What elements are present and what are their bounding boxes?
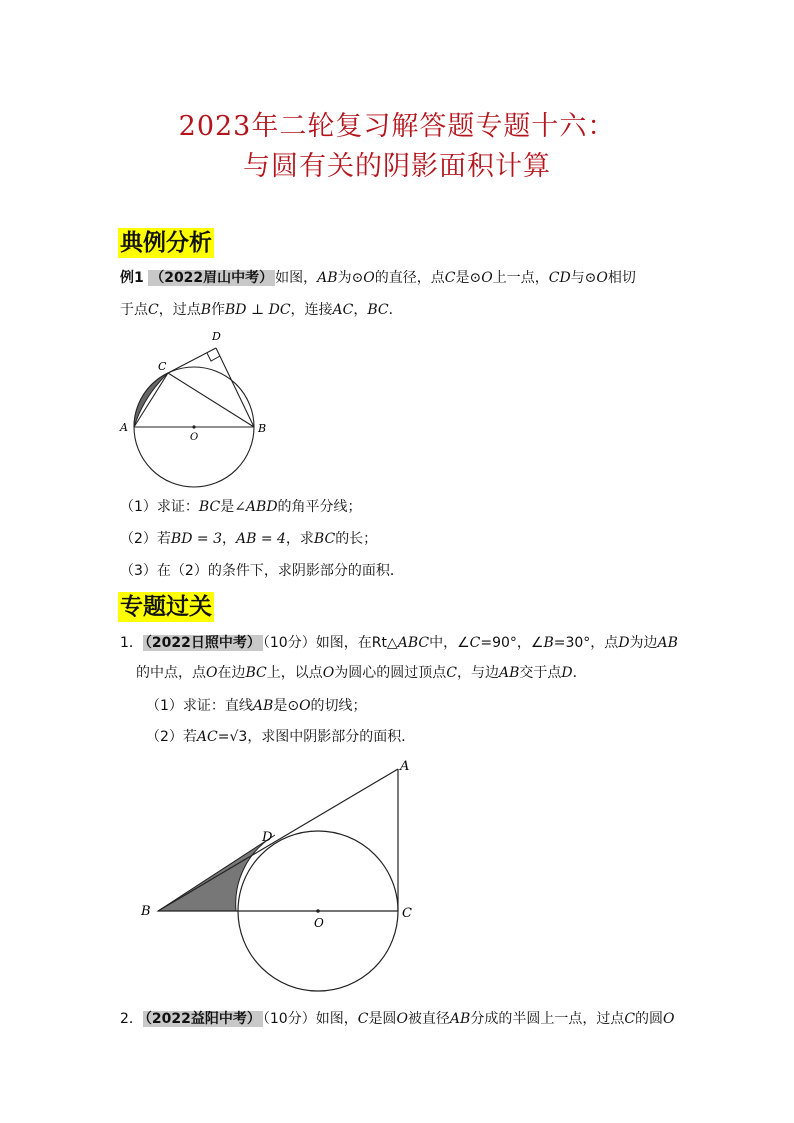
- text: （2）若: [146, 729, 197, 745]
- text: ，求: [285, 531, 314, 547]
- segment-ac: [134, 373, 168, 427]
- title-line-2: 与圆有关的阴影面积计算: [243, 151, 551, 182]
- math: O: [322, 665, 335, 681]
- math: ⊙O: [351, 270, 375, 286]
- text: 是: [455, 270, 470, 286]
- math: C: [444, 270, 456, 286]
- center-dot: [316, 909, 320, 913]
- math: O: [396, 1011, 408, 1027]
- text: 是圆: [368, 1011, 397, 1027]
- problem1-line1: [120, 633, 678, 653]
- problem1-figure: [130, 755, 420, 995]
- problem1-question-2: [146, 727, 415, 747]
- text: 为圆心的圆过顶点: [334, 665, 447, 681]
- text: 为边: [629, 635, 658, 651]
- text: ．: [572, 665, 587, 681]
- math: C: [148, 302, 159, 318]
- text: 如图，在Rt△: [315, 635, 398, 651]
- text: 相切: [607, 270, 636, 286]
- source-tag: （2022日照中考）: [144, 635, 261, 651]
- label-d: D: [212, 330, 221, 343]
- text: 的角平分线；: [277, 499, 362, 515]
- text: ，连接: [290, 302, 333, 318]
- math: D: [561, 665, 573, 681]
- section-example-heading: 典例分析: [120, 230, 212, 256]
- example1-question-2: [120, 529, 377, 549]
- text: （2）若: [120, 531, 171, 547]
- text: ．: [388, 302, 403, 318]
- math: B: [200, 302, 212, 318]
- text: 的长；: [335, 531, 378, 547]
- text: 是: [220, 499, 235, 515]
- math: BC: [245, 665, 267, 681]
- math: BD ⊥ DC: [225, 302, 291, 318]
- text: 在边: [217, 665, 246, 681]
- text: 上一点，: [492, 270, 549, 286]
- text: ，求图中阴影部分的面积．: [247, 729, 416, 745]
- text: 的切线；: [310, 698, 367, 714]
- math: O: [663, 1011, 675, 1027]
- text: 分成的半圆上一点，过点: [470, 1011, 625, 1027]
- text: ，: [353, 302, 368, 318]
- example1-line2: [120, 300, 403, 320]
- math: O: [206, 665, 218, 681]
- math: AB: [449, 1011, 471, 1027]
- problem1-line2: [136, 663, 587, 683]
- math: AB: [317, 270, 338, 286]
- label-a: A: [400, 759, 410, 774]
- shaded-region: [158, 835, 275, 911]
- math: BD = 3: [170, 531, 222, 547]
- text: ，与边: [456, 665, 499, 681]
- text: （1）求证：直线: [146, 698, 253, 714]
- example1-question-1: [120, 497, 362, 517]
- source-tag: （2022益阳中考）: [144, 1011, 261, 1027]
- math: O: [299, 698, 311, 714]
- math: ABC: [397, 635, 430, 651]
- example1-line1: [120, 268, 636, 288]
- math: AB: [657, 635, 678, 651]
- label-a: A: [120, 421, 128, 434]
- math: AC: [196, 729, 218, 745]
- text: 如图，: [275, 270, 318, 286]
- math: =√3: [217, 729, 248, 745]
- text: 的圆: [635, 1011, 664, 1027]
- text: 为: [337, 270, 352, 286]
- text: 于点: [120, 302, 148, 318]
- text: 中，∠: [429, 635, 470, 651]
- label-d: D: [262, 830, 273, 845]
- math: ⊙O: [469, 270, 493, 286]
- problem-number: 1．: [120, 635, 143, 651]
- math: CD: [548, 270, 571, 286]
- math: ∠ABD: [234, 499, 278, 515]
- label-c: C: [402, 906, 412, 921]
- math: C: [357, 1011, 369, 1027]
- text: 上，以点: [266, 665, 323, 681]
- problem-number: 2．: [120, 1011, 143, 1027]
- math: BC: [367, 302, 389, 318]
- math: AC: [332, 302, 354, 318]
- math: C: [446, 665, 457, 681]
- title-line-1: 2023年二轮复习解答题专题十六：: [178, 111, 616, 142]
- example1-question-3: （3）在（2）的条件下，求阴影部分的面积．: [120, 563, 404, 579]
- math: AB = 4: [235, 531, 286, 547]
- text: 与: [570, 270, 585, 286]
- text: 是⊙: [273, 698, 300, 714]
- text: ，过点: [158, 302, 201, 318]
- math: AB: [498, 665, 520, 681]
- example-label: 例1: [120, 270, 144, 286]
- segment-ba: [158, 769, 398, 911]
- text: 被直径: [407, 1011, 450, 1027]
- example1-figure: [112, 326, 272, 491]
- math: ⊙O: [584, 270, 608, 286]
- math: C: [624, 1011, 636, 1027]
- label-b: B: [141, 904, 151, 919]
- math: BC: [313, 531, 336, 547]
- math: BC: [198, 499, 221, 515]
- math: D: [618, 635, 630, 651]
- label-c: C: [158, 360, 167, 373]
- math: AB: [252, 698, 274, 714]
- problem1-question-1: [146, 696, 367, 716]
- text: ，: [221, 531, 236, 547]
- score: （10分）: [262, 1011, 316, 1027]
- text: 作: [211, 302, 226, 318]
- label-b: B: [258, 422, 267, 435]
- problem2-line1: [120, 1009, 675, 1029]
- source-tag: （2022眉山中考）: [150, 270, 274, 286]
- text: （1）求证：: [120, 499, 199, 515]
- text: 交于点: [519, 665, 562, 681]
- text: =30°，点: [553, 635, 619, 651]
- score: （10分）: [262, 635, 316, 651]
- right-angle-mark: [207, 353, 220, 361]
- text: 的直径，点: [374, 270, 445, 286]
- text: 的中点，点: [136, 665, 206, 681]
- text: =90°，∠: [480, 635, 544, 651]
- center-dot: [192, 425, 195, 428]
- text: 如图，: [315, 1011, 358, 1027]
- section-practice-heading: 专题过关: [120, 594, 212, 620]
- math: B: [543, 635, 554, 651]
- label-o: O: [314, 916, 324, 930]
- label-o: O: [190, 432, 199, 443]
- math: C: [469, 635, 481, 651]
